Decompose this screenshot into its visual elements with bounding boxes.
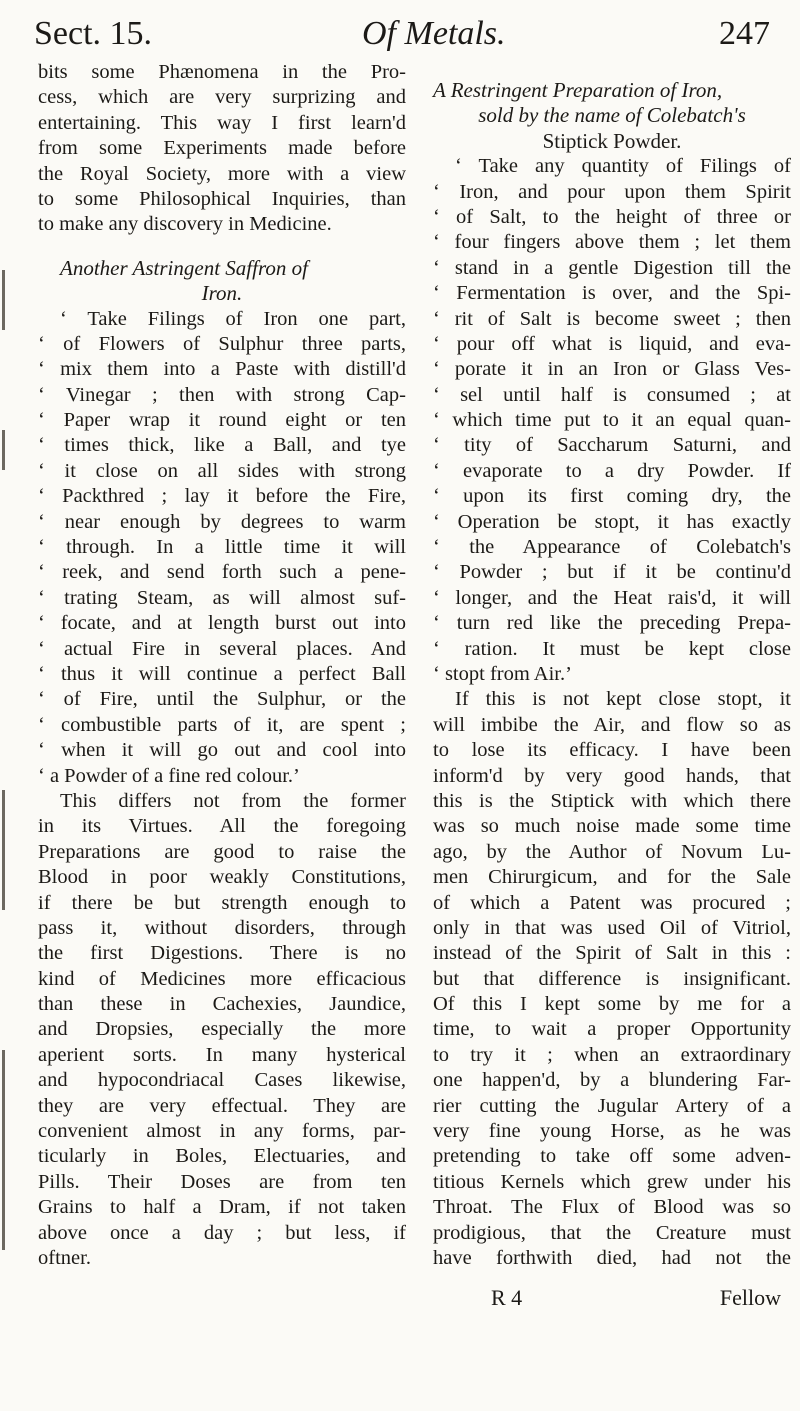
text-line: ‘ of Flowers of Sulphur three parts, (38, 332, 406, 355)
text-line: If this is not kept close stopt, it (455, 688, 791, 711)
text-line: than these in Cachexies, Jaundice, (38, 993, 406, 1016)
text-line: ‘ Fermentation is over, and the Spi- (433, 282, 791, 305)
edge-mark (2, 790, 5, 910)
page-number: 247 (719, 15, 770, 52)
text-line: oftner. (38, 1246, 91, 1269)
text-line: ‘ porate it in an Iron or Glass Ves- (433, 358, 791, 381)
text-line: ‘ upon its first coming dry, the (433, 485, 791, 508)
text-line: ‘ Packthred ; lay it before the Fire, (38, 485, 406, 508)
text-line: rier cutting the Jugular Artery of a (433, 1094, 791, 1117)
text-line: ‘ actual Fire in several places. And (38, 637, 406, 660)
section-number: Sect. 15. (34, 15, 153, 52)
section-heading: Another Astringent Saffron of (60, 255, 308, 280)
text-line: the first Digestions. There is no (38, 942, 406, 965)
text-line: ‘ a Powder of a fine red colour.’ (38, 764, 300, 787)
text-line: ‘ evaporate to a dry Powder. If (433, 459, 791, 482)
text-line: if there be but strength enough to (38, 891, 406, 914)
text-line: but that difference is insignificant. (433, 967, 791, 990)
running-title: Of Metals. (362, 15, 506, 52)
text-line: to some Philosophical Inquiries, than (38, 187, 406, 210)
text-line: ‘ of Fire, until the Sulphur, or the (38, 688, 406, 711)
text-line: pass it, without disorders, through (38, 916, 406, 939)
text-line: time, to wait a proper Opportunity (433, 1018, 791, 1041)
text-line: from some Experiments made before (38, 137, 406, 160)
text-line: inform'd by very good hands, that (433, 764, 791, 787)
text-line: ‘ rit of Salt is become sweet ; then (433, 307, 791, 330)
text-line: was so much noise made some time (433, 815, 791, 838)
text-line: aperient sorts. In many hysterical (38, 1043, 406, 1066)
text-line: ‘ it close on all sides with strong (38, 459, 406, 482)
running-header (28, 10, 772, 58)
text-line: ‘ which time put to it an equal quan- (433, 409, 791, 432)
text-line: to make any discovery in Medicine. (38, 213, 332, 236)
text-line: bits some Phænomena in the Pro- (38, 61, 406, 83)
text-line: ‘ longer, and the Heat rais'd, it will (433, 586, 791, 609)
text-line: ‘ Powder ; but if it be continu'd (433, 561, 791, 584)
text-line: titious Kernels which grew under his (433, 1170, 791, 1193)
text-line: one happen'd, by a blundering Far- (433, 1069, 791, 1092)
text-line: ‘ stopt from Air.’ (433, 662, 572, 685)
text-line: ticularly in Boles, Electuaries, and (38, 1145, 406, 1168)
text-line: and hypocondriacal Cases likewise, (38, 1069, 406, 1092)
text-line: prodigious, that the Creature must (433, 1221, 791, 1244)
text-line: ‘ turn red like the preceding Prepa- (433, 612, 791, 635)
signature-mark: R 4 (491, 1285, 523, 1310)
text-line: have forthwith died, had not the (433, 1246, 791, 1269)
text-line: convenient almost in any forms, par- (38, 1120, 406, 1143)
text-line: Of this I kept some by me for a (433, 993, 791, 1016)
binding-edge-shadow (0, 230, 10, 1310)
text-line: and Dropsies, especially the more (38, 1018, 406, 1041)
text-line: Pills. Their Doses are from ten (38, 1170, 406, 1193)
text-line: ‘ when it will go out and cool into (38, 739, 406, 762)
text-line: this is the Stiptick with which there (433, 789, 791, 812)
text-line: ‘ Iron, and pour upon them Spirit (433, 180, 791, 203)
text-line: only in that was used Oil of Vitriol, (433, 916, 791, 939)
text-line: the Royal Society, more with a view (38, 162, 406, 185)
text-line: ‘ times thick, like a Ball, and tye (38, 434, 406, 457)
text-line: ‘ four fingers above them ; let them (433, 231, 791, 254)
text-line: ‘ mix them into a Paste with distill'd (38, 358, 406, 381)
text-line: ‘ near enough by degrees to warm (38, 510, 406, 533)
edge-mark (2, 1050, 5, 1250)
text-line: men Chirurgicum, and for the Sale (433, 866, 791, 889)
section-heading: A Restringent Preparation of Iron, (433, 78, 723, 102)
text-line: ago, by the Author of Novum Lu- (433, 840, 791, 863)
text-line: will imbibe the Air, and flow so as (433, 713, 791, 736)
left-column (38, 60, 406, 1271)
text-line: ‘ the Appearance of Colebatch's (433, 536, 791, 559)
text-line: Preparations are good to raise the (38, 840, 406, 863)
text-line: of which a Patent was procured ; (433, 891, 791, 914)
catchword: Fellow (719, 1285, 781, 1310)
text-line: cess, which are very surprizing and (38, 86, 406, 109)
text-line: ‘ sel until half is consumed ; at (433, 383, 791, 406)
text-line: ‘ focate, and at length burst out into (38, 612, 406, 635)
edge-mark (2, 270, 5, 330)
text-line: in its Virtues. All the foregoing (38, 815, 406, 838)
text-line: ‘ Operation be stopt, it has exactly (433, 510, 791, 533)
text-line: entertaining. This way I first learn'd (38, 111, 406, 134)
section-heading: Iron. (201, 281, 243, 306)
page-footer (433, 1285, 791, 1311)
text-line: Throat. The Flux of Blood was so (433, 1196, 791, 1219)
text-line: very fine young Horse, as he was (433, 1120, 791, 1143)
text-line: kind of Medicines more efficacious (38, 967, 406, 990)
text-line: ‘ Take any quantity of Filings of (455, 155, 791, 178)
text-line: ‘ trating Steam, as will almost suf- (38, 586, 406, 609)
text-line: pretending to take off some adven- (433, 1145, 791, 1168)
text-line: ‘ stand in a gentle Digestion till the (433, 256, 791, 279)
edge-mark (2, 430, 5, 470)
text-line: to lose its efficacy. I have been (433, 739, 791, 762)
text-line: ‘ pour off what is liquid, and eva- (433, 332, 791, 355)
text-line: ‘ ration. It must be kept close (433, 637, 791, 660)
text-line: ‘ reek, and send forth such a pene- (38, 561, 406, 584)
text-line: they are very effectual. They are (38, 1094, 406, 1117)
text-line: ‘ of Salt, to the height of three or (433, 205, 791, 228)
text-line: above once a day ; but less, if (38, 1221, 406, 1244)
text-line: ‘ thus it will continue a perfect Ball (38, 662, 406, 685)
text-line: ‘ tity of Saccharum Saturni, and (433, 434, 791, 457)
text-line: Blood in poor weakly Constitutions, (38, 866, 406, 889)
text-line: ‘ Vinegar ; then with strong Cap- (38, 383, 406, 406)
text-line: instead of the Spirit of Salt in this : (433, 942, 791, 965)
text-line: to try it ; when an extraordinary (433, 1043, 791, 1066)
text-line: ‘ Take Filings of Iron one part, (60, 307, 406, 330)
section-heading: Stiptick Powder. (542, 128, 682, 153)
section-heading: sold by the name of Colebatch's (478, 103, 746, 128)
text-line: Grains to half a Dram, if not taken (38, 1196, 406, 1219)
text-line: This differs not from the former (60, 789, 406, 812)
text-line: ‘ through. In a little time it will (38, 536, 406, 559)
text-line: ‘ combustible parts of it, are spent ; (38, 713, 406, 736)
right-column (433, 60, 791, 1271)
text-line: ‘ Paper wrap it round eight or ten (38, 409, 406, 432)
